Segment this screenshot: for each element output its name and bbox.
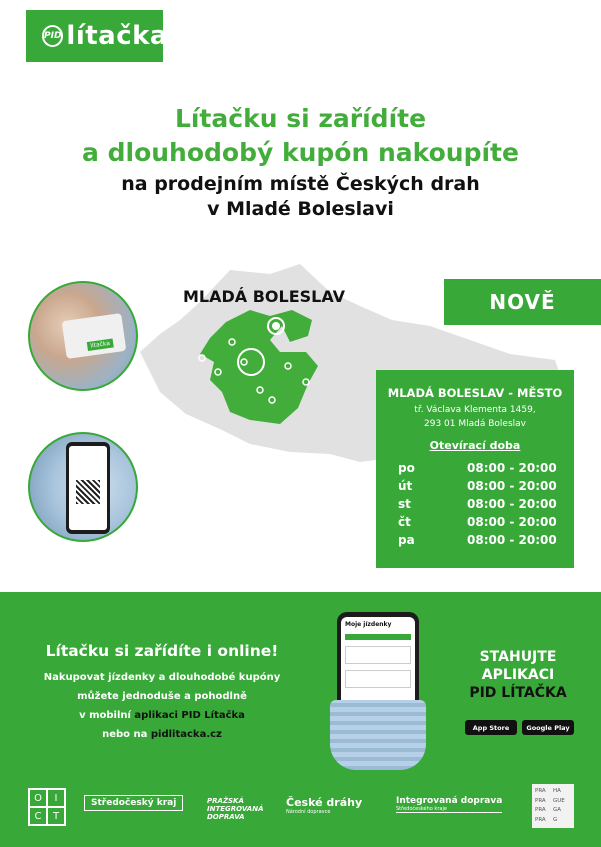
online-line-1: Nakupovat jízdenky a dlouhodobé kupóny bbox=[43, 672, 281, 683]
hours-day: po bbox=[398, 461, 415, 475]
online-line-3-prefix: v mobilní bbox=[79, 710, 135, 721]
phone-screen bbox=[69, 446, 107, 530]
pid-logo-mark: PID bbox=[42, 25, 63, 47]
card-label: lítačka bbox=[87, 338, 114, 350]
headline-line-2: a dlouhodobý kupón nakoupíte bbox=[82, 138, 519, 167]
oict-letter: T bbox=[47, 807, 65, 825]
praha-text: HA bbox=[553, 788, 561, 794]
face-mask-image bbox=[330, 700, 426, 770]
download-app bbox=[458, 648, 578, 702]
praha-text: G bbox=[553, 816, 558, 823]
ids-sub: Středočeského kraje bbox=[396, 806, 447, 812]
pid-logo: PRAŽSKÁ INTEGROVANÁ DOPRAVA bbox=[207, 797, 264, 821]
app-name-highlight: aplikaci PID Lítačka bbox=[134, 710, 245, 721]
phone-photo bbox=[28, 432, 138, 542]
hours-time: 08:00 - 20:00 bbox=[467, 497, 557, 511]
headline-line-3: na prodejním místě Českých drah bbox=[121, 173, 480, 195]
hours-day: st bbox=[398, 497, 411, 511]
app-phone-tabs bbox=[345, 634, 411, 640]
hours-time: 08:00 - 20:00 bbox=[467, 479, 557, 493]
praha-text: GA bbox=[553, 807, 562, 813]
cd-sub: Národní dopravce bbox=[286, 809, 331, 815]
qr-code-icon bbox=[76, 480, 100, 504]
hours-row bbox=[376, 477, 574, 495]
praha-logo bbox=[532, 784, 574, 828]
ids-logo bbox=[396, 796, 502, 813]
ceske-drahy-logo bbox=[286, 796, 362, 815]
website-link[interactable]: pidlitacka.cz bbox=[150, 729, 222, 740]
google-play-button[interactable]: Google Play bbox=[522, 720, 574, 735]
logo-wordmark: lítačka bbox=[66, 21, 168, 51]
praha-text: GUE bbox=[553, 797, 565, 804]
online-line-2: můžete jednoduše a pohodlně bbox=[77, 691, 247, 702]
new-badge: NOVĚ bbox=[444, 279, 601, 325]
office-address-2: 293 01 Mladá Boleslav bbox=[424, 419, 526, 429]
app-phone-header: Moje jízdenky bbox=[345, 621, 392, 628]
hours-row bbox=[376, 531, 574, 549]
hours-day: čt bbox=[398, 515, 411, 529]
praha-text: PRA bbox=[535, 797, 546, 804]
online-line-3 bbox=[22, 706, 302, 725]
online-title: Lítačku si zařídíte i online! bbox=[45, 642, 279, 660]
oict-letter: O bbox=[29, 789, 47, 807]
praha-area bbox=[238, 349, 264, 375]
hours-time: 08:00 - 20:00 bbox=[467, 533, 557, 547]
praha-text: PRA bbox=[535, 816, 546, 823]
download-line-1: STAHUJTE bbox=[479, 649, 557, 665]
app-phone-ticket bbox=[345, 646, 411, 664]
app-store-button[interactable]: App Store bbox=[465, 720, 517, 735]
online-text bbox=[22, 668, 302, 744]
oict-letter: I bbox=[47, 789, 65, 807]
hours-row bbox=[376, 513, 574, 531]
office-address-1: tř. Václava Klementa 1459, bbox=[414, 405, 536, 415]
office-title: MLADÁ BOLESLAV - MĚSTO bbox=[387, 386, 563, 400]
online-line-4-prefix: nebo na bbox=[102, 729, 151, 740]
litacka-logo bbox=[26, 10, 168, 62]
hours-day: út bbox=[398, 479, 413, 493]
stredocesky-kraj-logo: Středočeský kraj bbox=[84, 795, 183, 811]
office-info-box bbox=[376, 370, 574, 568]
headline-line-1: Lítačku si zařídíte bbox=[174, 104, 427, 133]
download-line-3: PID LÍTAČKA bbox=[469, 685, 567, 701]
hours-time: 08:00 - 20:00 bbox=[467, 515, 557, 529]
online-line-4 bbox=[22, 725, 302, 744]
hours-time: 08:00 - 20:00 bbox=[467, 461, 557, 475]
oict-letter: C bbox=[29, 807, 47, 825]
hours-day: pa bbox=[398, 533, 415, 547]
praha-text: PRA bbox=[535, 788, 546, 794]
app-phone-ticket bbox=[345, 670, 411, 688]
oict-logo bbox=[28, 788, 66, 826]
phone-image bbox=[66, 442, 110, 534]
opening-hours bbox=[376, 459, 574, 549]
map-title: MLADÁ BOLESLAV bbox=[183, 287, 346, 306]
litacka-card bbox=[62, 313, 127, 359]
card-photo bbox=[28, 281, 138, 391]
headline-line-4: v Mladé Boleslavi bbox=[207, 198, 394, 220]
mlada-boleslav-marker-dot bbox=[272, 322, 280, 330]
hours-row bbox=[376, 459, 574, 477]
praha-text: PRA bbox=[535, 807, 546, 813]
online-band bbox=[0, 592, 601, 847]
download-line-2: APLIKACI bbox=[481, 667, 555, 683]
ids-name: Integrovaná doprava bbox=[396, 796, 503, 806]
hours-row bbox=[376, 495, 574, 513]
opening-hours-title: Otevírací doba bbox=[429, 439, 521, 452]
cd-name: České dráhy bbox=[286, 796, 363, 809]
